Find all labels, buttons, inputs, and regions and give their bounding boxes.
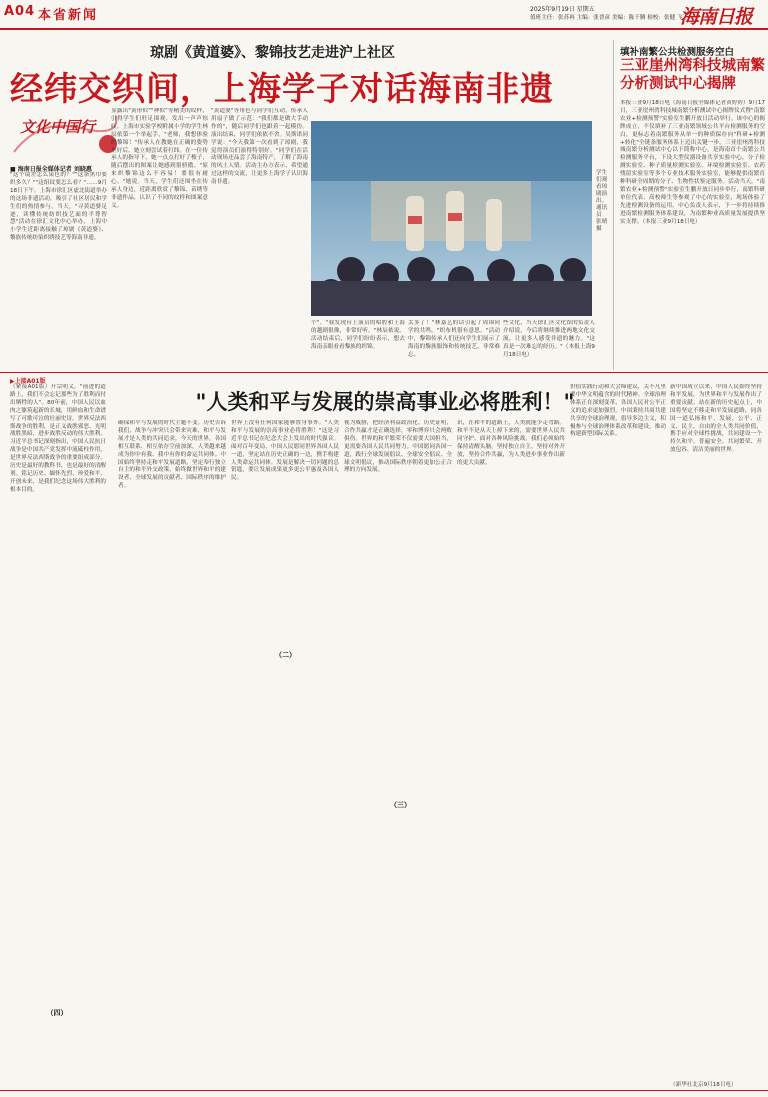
- editorial-column-7: 新中国成立以来，中国人民始终坚持和平发展，为世界和平与发展作出了重要贡献。站在新的历史起点上，中国将坚定不移走和平发展道路，同各国一道弘扬和平、发展、公平、正义、民主、自由的全人类共同价值，携手应对全球性挑战，共同建设一个持久和平、普遍安全、共同繁荣、开放包容、清洁美丽的世界。: [670, 384, 762, 454]
- story-column-1: "这个镜差怎么染色的？""这条黑巾要织多久？""这组纹要怎么看？"……9月18日下午，上海市徐汇区虚北街道举办的这场非遗活动，吸引了社区居民和学生们的热情参与。当天，"寻黄道婆足迹，读懂传统纺织技艺面的半尊智慧"活动在徐汇文化中心举办，上海中小学生近距离接触了琼剧《黄道婆》、黎族传统纺染织绣技艺等海南非遗。: [10, 172, 107, 242]
- section-number: （三）: [390, 801, 411, 809]
- story-column-3: "黄道婆"等角色与同学们互动。传承人用扇子做了示范："我们都是做大手动作的"，随后同学们也跟着一起模仿。演出结束，同学们依依不舍。吴斯诺同学说："今天我第一次看到了琼剧，我觉得演员们演得特别好。"同学们在活动现场还品尝了海南特产，了解了海南的风土人情。活动主办方表示，希望通过这样的交流，让更多上海学子认识海南非遗。: [211, 108, 308, 186]
- section-divider: [0, 372, 768, 373]
- editorial-column-4: 视为威胁，把经济利益政治化。历史证明，合作共赢才是正确选择，零和博弈只会两败俱伤。世界的和平繁荣不仅需要大国担当，更需要各国人民共同努力。中国愿同各国一道，践行全球发展倡议、全球安全倡议、全球文明倡议，推动国际秩序朝着更加公正合理的方向发展。: [344, 420, 452, 474]
- photo-caption: 学生们观看琼剧演出。通讯员 张晴 摄: [596, 170, 608, 232]
- footer-rule: [0, 1090, 768, 1091]
- story-column-2: 显露出"黄形似""神似"等精美的纹样，引得学生们驻足围观，发出一声声惊叹。上海市实验学校附属小学的学生林辰依第一个举起手，"老师，我想体验织黎锦！"传承人在教她在正确的姿势坐好后，她立刻尝试着打纬。在一位传承人的指导下，她一点点打好了梭子，随后摆出的图案让她感到很骄傲。"原来织黎锦这么不容易！要很有耐心。"她说。当天，学生们还围坐在传承人身边，近距离欣赏了黎锦、苗绣等非遗作品，认识了不同的纹样和图案意义。: [111, 108, 208, 209]
- sidebar-divider: [613, 40, 614, 370]
- section-number: （二）: [275, 651, 296, 659]
- masthead: [0, 0, 768, 30]
- story-column-6: 些文化，当天徐汇区文化馆的负责人介绍说，今后将继续推进两地文化交流，让更多人感受非遗的魅力。"这真是一次难忘的经历。"（本报上海9月18日电）: [503, 320, 595, 358]
- sidebar-kicker: 填补南繁公共检测服务空白: [620, 47, 735, 58]
- source-note: （新华社北京9月18日电）: [670, 1082, 737, 1088]
- story-column-5: 太多了！"林嘉艺的话引起了周围同学的共鸣。"织布机很有意思。"活动中，黎锦传承人们还向学生们展示了海南的黎族服饰和传统技艺，非常难忘。: [408, 320, 500, 358]
- editorial-headline: "人类和平与发展的崇高事业必将胜利！": [195, 389, 575, 414]
- editorial-column-3: 世界上没有任何国家能够置身事外。"人类和平与发展的崇高事业必将胜利！"这是习近平总书记在纪念大会上发出的时代强音。面对百年变局，中国人民愿同世界各国人民一道，坚定站在历史正确的一边，携手构建人类命运共同体。发展是解决一切问题的总钥匙，要让发展成果更多更公平惠及各国人民。: [231, 420, 339, 482]
- story-kicker: 琼剧《黄道婆》、黎锦技艺走进沪上社区: [150, 45, 395, 61]
- issue-date: 2025年9月19日 星期五: [530, 6, 595, 13]
- editor-credits: 值班主任：张苏再 主编：张晋彦 美编：陈千腾 检校：张健 飞丁: [530, 15, 689, 21]
- editorial-column-5: 识，在和平的道路上，人类就能少走弯路。和平不是从天上掉下来的，需要世界人民共同守护。面对各种风险挑战，我们必须始终保持清醒头脑，坚持独立自主，坚持对外开放，坚持合作共赢，为人类进步事业作出新的更大贡献。: [457, 420, 565, 466]
- editorial-column-1: （紧接A01版）开宗明义，"前进的道路上，我们不会忘记那些为了胜利而付出牺牲的人"。80年前，中国人民以血肉之躯筑起新的长城，用鲜血和生命谱写了可歌可泣的壮丽史诗。世界反法西斯战争的胜利，是正义战胜邪恶、光明战胜黑暗、进步战胜反动的伟大胜利。习近平总书记深刻指出，中国人民抗日战争是中国共产党发挥中流砥柱作用，是世界反法西斯战争的重要组成部分。历史是最好的教科书，也是最好的清醒剂。铭记历史、缅怀先烈、珍爱和平、开创未来，是我们纪念这场伟大胜利的根本目的。: [10, 384, 106, 493]
- editorial-column-6: 价值实践行动和大会缔建议，关不凡里要中华文明蕴含的时代精神。全球治理体系正在深刻变革，各国人民对公平正义的追求更加强烈。中国秉持共商共建共享的全球治理观，倡导多边主义，积极参与全球治理体系改革和建设，推动构建新型国际关系。: [570, 384, 666, 438]
- sidebar-headline: 三亚崖州湾科技城南繁分析测试中心揭牌: [620, 58, 765, 92]
- section-number: （四）: [46, 1009, 68, 1017]
- continuation-label: ▶上接A01版: [10, 378, 46, 385]
- story-byline: ■ 海南日报全媒体记者 刘晓惠: [10, 166, 92, 173]
- page-code: A04: [4, 4, 36, 19]
- column-logo-text: 文化中国行: [20, 118, 96, 136]
- story-column-4: 个"。"我发现台上演员的唱腔和上海的越剧很像，非常好听。"林辰依说。活动结束后，同学们纷纷表示，想去海南亲眼看看黎族的织锦。: [311, 320, 405, 350]
- story-headline: 经纬交织间，上海学子对话海南非遗: [10, 69, 554, 108]
- story-photo: [311, 121, 592, 316]
- editorial-column-2: 确保和平与发展的时代主题不变。历史告诉我们，战争与冲突只会带来灾难，和平与发展才是人类的共同追求。今天的世界，各国相互联系、相互依存空前加深，人类越来越成为你中有我、我中有你的命运共同体。中国始终坚持走和平发展道路，坚定奉行独立自主的和平外交政策，始终做世界和平的建设者、全球发展的贡献者、国际秩序的维护者。: [118, 420, 226, 490]
- page-section-name: 本省新闻: [38, 8, 99, 23]
- newspaper-logo: 海南日报: [680, 6, 753, 28]
- sidebar-body: 本报三亚9月18日电（海南日报全媒体记者黄婷婷）9月17日，三亚崖州湾科技城南繁分析测试中心揭牌仪式暨"南繁农业+检测预警"实验室生鹏开放日活动举行。该中心的揭牌成立，不仅填补了三亚南繁领域公共平台检测服务的空白，更标志着南繁服务从单一的种质保存向"科研+检测+转化"全链条服务体系上迈出关键一步。三亚崖州湾科技城南繁分析测试中心以下简称中心，是海南首个南繁公共检测服务平台，下设大型仪器设备共享实验中心、分子检测实验室、种子质量检测实验室、环境检测实验室、农药残留实验室等多个专业技术服务实验室，能够提供南繁育种科研全周期的分子、生物性状鉴定服务。活动当天，"南繁农业+检测预警"实验室生鹏开放日同步举行，南繁科研单位代表、高校师生等参观了中心的实验室，现场体验了先进检测设备的运用。中心负责人表示，下一步将持续推进南繁检测服务体系建设，为南繁种业高质量发展提供坚实支撑。（本报三亚9月18日电）: [620, 100, 765, 225]
